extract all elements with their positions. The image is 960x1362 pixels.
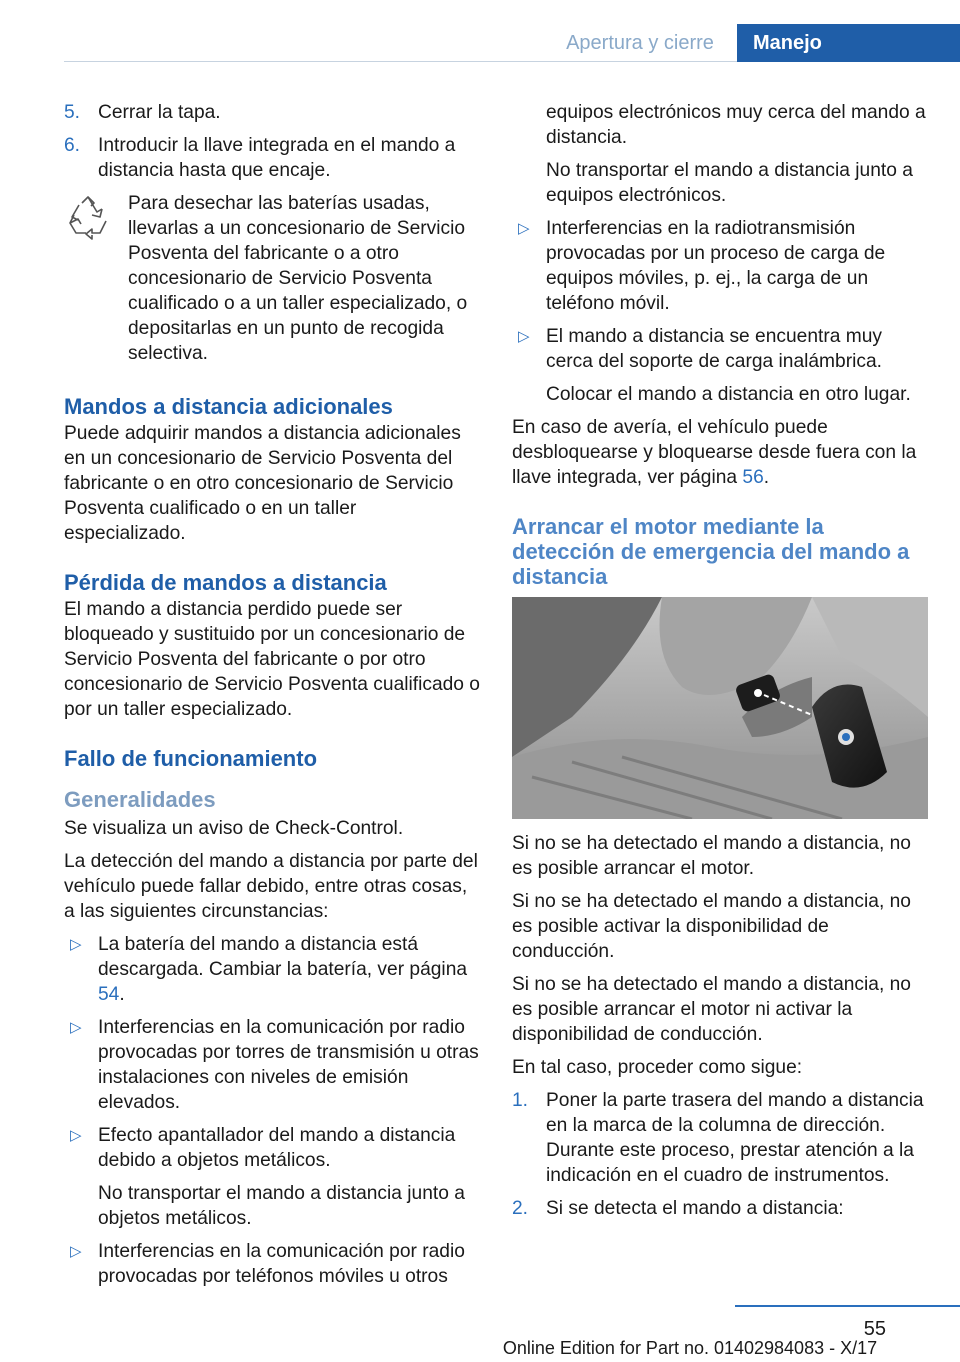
bullet-item — [64, 1123, 480, 1231]
bullet-item — [64, 1239, 480, 1289]
step-number: 5. — [64, 102, 81, 123]
step-item — [512, 1088, 928, 1188]
bullet-subtext: Colocar el mando a distancia en otro lugar. — [546, 384, 911, 405]
recycle-icon — [64, 193, 112, 241]
bullet-item — [64, 1015, 480, 1115]
bullet-subtext: No transportar el mando a distancia junto a objetos metálicos. — [98, 1183, 465, 1229]
right-column — [512, 100, 928, 1229]
page-number: 55 — [863, 1318, 886, 1340]
step-item — [64, 133, 480, 183]
recycle-text: Para desechar las baterías usadas, llevarlas a un concesionario de Servicio Posventa del fabricante o a otro concesionario de Servicio Posventa cualificado o a un taller especializado, o depositarlas en un punto de recogida selectiva. — [128, 193, 468, 364]
bullet-text: Interferencias en la comunicación por radio provocadas por teléfonos móviles u otros — [98, 1241, 465, 1287]
bullet-text: Efecto apantallador del mando a distancia debido a objetos metálicos. — [98, 1125, 456, 1171]
step-number: 1. — [512, 1090, 529, 1111]
bullet-text: Interferencias en la radiotransmisión provocadas por un proceso de carga de equipos móviles, p. ej., la carga de un teléfono móvil. — [546, 218, 886, 314]
page-link-56[interactable]: 56 — [742, 467, 764, 488]
bullet-triangle-icon: ▷ — [70, 936, 82, 953]
heading-emergency-start: Arrancar el motor mediante la detección de emergencia del mando a distancia — [512, 514, 910, 589]
paragraph-r3: Si no se ha detectado el mando a distancia, no es posible arrancar el motor ni activar la disponibilidad de conducción. — [512, 974, 911, 1045]
step-text: Poner la parte trasera del mando a distancia en la marca de la columna de dirección. Durante este proceso, prestar atención a la indicación en el cuadro de instrumentos. — [546, 1090, 924, 1186]
bullet-text: Interferencias en la comunicación por radio provocadas por torres de transmisión u otras instalaciones con niveles de emisión elevados. — [98, 1017, 479, 1113]
heading-lost-remotes: Pérdida de mandos a distancia — [64, 570, 387, 595]
failure-text-tail: . — [763, 467, 770, 488]
step-text: Si se detecta el mando a distancia: — [546, 1198, 844, 1219]
paragraph-general-1: Se visualiza un aviso de Check-Control. — [64, 818, 404, 839]
paragraph-r4: En tal caso, proceder como sigue: — [512, 1057, 803, 1078]
page-link-54[interactable]: 54 — [98, 984, 120, 1005]
section-tab: Apertura y cierre — [566, 32, 714, 54]
bullet-item — [512, 324, 928, 407]
bullet-triangle-icon: ▷ — [518, 220, 530, 237]
paragraph-lost: El mando a distancia perdido puede ser bloqueado y sustituido por un concesionario de Servicio Posventa del fabricante o por otro concesionario de Servicio Posventa cualificado o por un taller especializado. — [64, 599, 480, 720]
paragraph-r1: Si no se ha detectado el mando a distancia, no es posible arrancar el motor. — [512, 833, 911, 879]
paragraph-failure — [512, 415, 928, 490]
recycle-note — [64, 191, 480, 366]
step-item — [512, 1196, 928, 1221]
step-item — [64, 100, 480, 125]
heading-additional-remotes: Mandos a distancia adicionales — [64, 394, 393, 419]
bullet-body — [546, 324, 928, 407]
bullet-continuation: equipos electrónicos muy cerca del mando a distancia. — [546, 102, 926, 148]
step-text: Introducir la llave integrada en el mando a distancia hasta que encaje. — [98, 135, 456, 181]
bullet-text-tail: . — [119, 984, 125, 1005]
steering-column-photo — [512, 597, 928, 819]
edition-footer: Online Edition for Part no. 01402984083 - X/17 — [502, 1338, 878, 1358]
step-text: Cerrar la tapa. — [98, 102, 221, 123]
bullet-item — [512, 216, 928, 316]
page-header — [0, 0, 960, 62]
bullet-triangle-icon: ▷ — [518, 328, 530, 345]
bullet-text — [98, 932, 480, 1007]
bullet-body — [98, 1123, 480, 1231]
step-number: 2. — [512, 1198, 529, 1219]
bullet-text-main: La batería del mando a distancia está descargada. Cambiar la batería, ver página — [98, 934, 468, 980]
bullet-triangle-icon: ▷ — [70, 1243, 82, 1260]
bullet-text: El mando a distancia se encuentra muy cerca del soporte de carga inalámbrica. — [546, 326, 882, 372]
bullet-item — [64, 932, 480, 1007]
left-column — [64, 100, 480, 1297]
paragraph-general-2: La detección del mando a distancia por parte del vehículo puede fallar debido, entre otras cosas, a las siguientes circunstancias: — [64, 851, 478, 922]
bullet-triangle-icon: ▷ — [70, 1127, 82, 1144]
paragraph-additional: Puede adquirir mandos a distancia adicionales en un concesionario de Servicio Posventa del fabricante o en otro concesionario de Servicio Posventa cualificado o en un taller especializado. — [64, 423, 461, 544]
step-number: 6. — [64, 135, 81, 156]
bullet-continuation-sub: No transportar el mando a distancia junto a equipos electrónicos. — [546, 160, 913, 206]
footer-rule — [735, 1305, 960, 1307]
subheading-general: Generalidades — [64, 787, 216, 812]
heading-malfunction: Fallo de funcionamiento — [64, 746, 318, 771]
bullet-triangle-icon: ▷ — [70, 1019, 82, 1036]
paragraph-r2: Si no se ha detectado el mando a distancia, no es posible activar la disponibilidad de conducción. — [512, 891, 911, 962]
chapter-tab: Manejo — [737, 24, 960, 62]
failure-text: En caso de avería, el vehículo puede desbloquearse y bloquearse desde fuera con la llave integrada, ver página — [512, 417, 917, 488]
